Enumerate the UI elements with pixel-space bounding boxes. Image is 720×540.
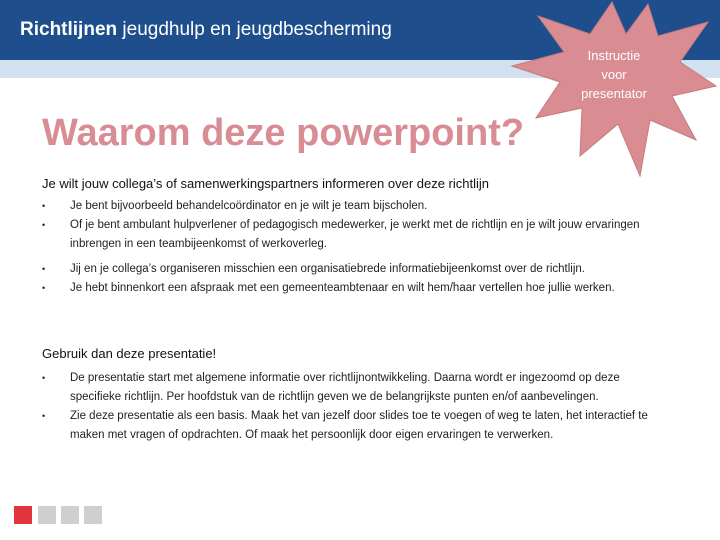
brand-title-rest: jeugdhulp en jeugdbescherming (117, 19, 392, 40)
bullet-item (42, 407, 672, 445)
slide-title: Waarom deze powerpoint? (42, 112, 525, 154)
bullet-glyph: • (42, 201, 46, 211)
lead-text: Je wilt jouw collega’s of samenwerkingspartners informeren over deze richtlijn (42, 176, 490, 191)
badge-line-2: voor (601, 67, 627, 82)
bullet-glyph: • (42, 373, 46, 383)
badge-line-1: Instructie (587, 48, 641, 63)
badge-line-3: presentator (581, 86, 647, 101)
bullet-glyph: • (42, 283, 46, 293)
bullet-item (42, 369, 672, 407)
bullet-glyph: • (42, 264, 46, 274)
bullet-glyph: • (42, 411, 46, 421)
bullet-item (42, 216, 672, 254)
brand-title-bold: Richtlijnen (20, 19, 118, 40)
bullet-list-examples-2 (42, 260, 672, 298)
progress-square (38, 506, 56, 524)
bullet-item (42, 197, 672, 216)
brand-title (20, 19, 392, 41)
presenter-instruction-badge (560, 46, 668, 103)
progress-square (84, 506, 102, 524)
bullet-text: Zie deze presentatie als een basis. Maak het van jezelf door slides toe te voegen of weg te laten, het interactief te maken met vragen of opdrachten. Of maak het persoonlijk door eigen ervaringen te verwerken. (70, 410, 648, 441)
section-heading: Gebruik dan deze presentatie! (42, 346, 217, 361)
bullet-text: Of je bent ambulant hulpverlener of pedagogisch medewerker, je werkt met de richtlijn en je wilt jouw ervaringen inbrengen in een teambijeenkomst of werkoverleg. (70, 219, 640, 250)
bullet-glyph: • (42, 220, 46, 230)
progress-square-active (14, 506, 32, 524)
bullet-text: Je bent bijvoorbeeld behandelcoördinator en je wilt je team bijscholen. (70, 200, 428, 212)
bullet-text: Jij en je collega’s organiseren misschien een organisatiebrede informatiebijeenkomst over de richtlijn. (70, 263, 586, 275)
bullet-list-examples-1 (42, 197, 672, 254)
bullet-text: Je hebt binnenkort een afspraak met een gemeenteambtenaar en wilt hem/haar vertellen hoe jullie werken. (70, 282, 615, 294)
bullet-text: De presentatie start met algemene informatie over richtlijnontwikkeling. Daarna wordt er ingezoomd op deze specifieke richtlijn. Per hoofdstuk van de richtlijn geven we de belangrijkste punten en/of aanbevelingen. (70, 372, 620, 403)
bullet-list-usage (42, 369, 672, 445)
bullet-item (42, 279, 672, 298)
bullet-item (42, 260, 672, 279)
progress-square (61, 506, 79, 524)
